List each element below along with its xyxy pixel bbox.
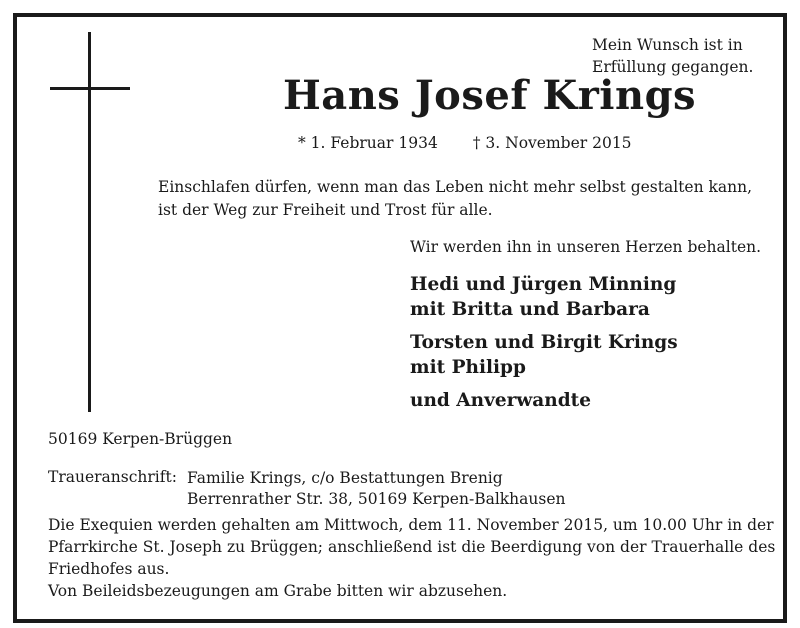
address-line: Berrenrather Str. 38, 50169 Kerpen-Balkhausen <box>187 490 566 508</box>
notice-line: Friedhofes aus. <box>48 560 170 578</box>
notice-line: Von Beileidsbezeugungen am Grabe bitten wir abzusehen. <box>48 582 508 600</box>
wish-line: Erfüllung gegangen. <box>592 58 754 76</box>
notice-line: Die Exequien werden gehalten am Mittwoch, dem 11. November 2015, um 10.00 Uhr in der <box>48 516 774 534</box>
death-date: † 3. November 2015 <box>472 134 632 152</box>
quote-line: Einschlafen dürfen, wenn man das Leben nicht mehr selbst gestalten kann, <box>158 178 753 196</box>
family-line: mit Philipp <box>410 357 526 378</box>
wish-line: Mein Wunsch ist in <box>592 36 743 54</box>
family-group <box>410 330 678 380</box>
address-label: Traueranschrift: <box>48 468 177 486</box>
deceased-name: Hans Josef Krings <box>283 72 697 119</box>
life-dates <box>298 134 632 152</box>
notice-line: Pfarrkirche St. Joseph zu Brüggen; anschließend ist die Beerdigung von der Trauerhalle des <box>48 538 776 556</box>
cross-icon-bar <box>50 87 130 90</box>
family-line: Hedi und Jürgen Minning <box>410 274 677 295</box>
remembrance-line: Wir werden ihn in unseren Herzen behalten. <box>410 238 762 256</box>
city-line: 50169 Kerpen-Brüggen <box>48 430 233 448</box>
family-line: mit Britta und Barbara <box>410 299 650 320</box>
family-line: und Anverwandte <box>410 390 591 411</box>
family-line: Torsten und Birgit Krings <box>410 332 678 353</box>
family-group <box>410 388 591 413</box>
quote-line: ist der Weg zur Freiheit und Trost für alle. <box>158 201 493 219</box>
address-line: Familie Krings, c/o Bestattungen Brenig <box>187 469 503 487</box>
birth-date: * 1. Februar 1934 <box>298 134 438 152</box>
address-block <box>187 468 566 510</box>
quote <box>158 176 752 222</box>
family-group <box>410 272 676 322</box>
service-notice <box>48 514 775 602</box>
